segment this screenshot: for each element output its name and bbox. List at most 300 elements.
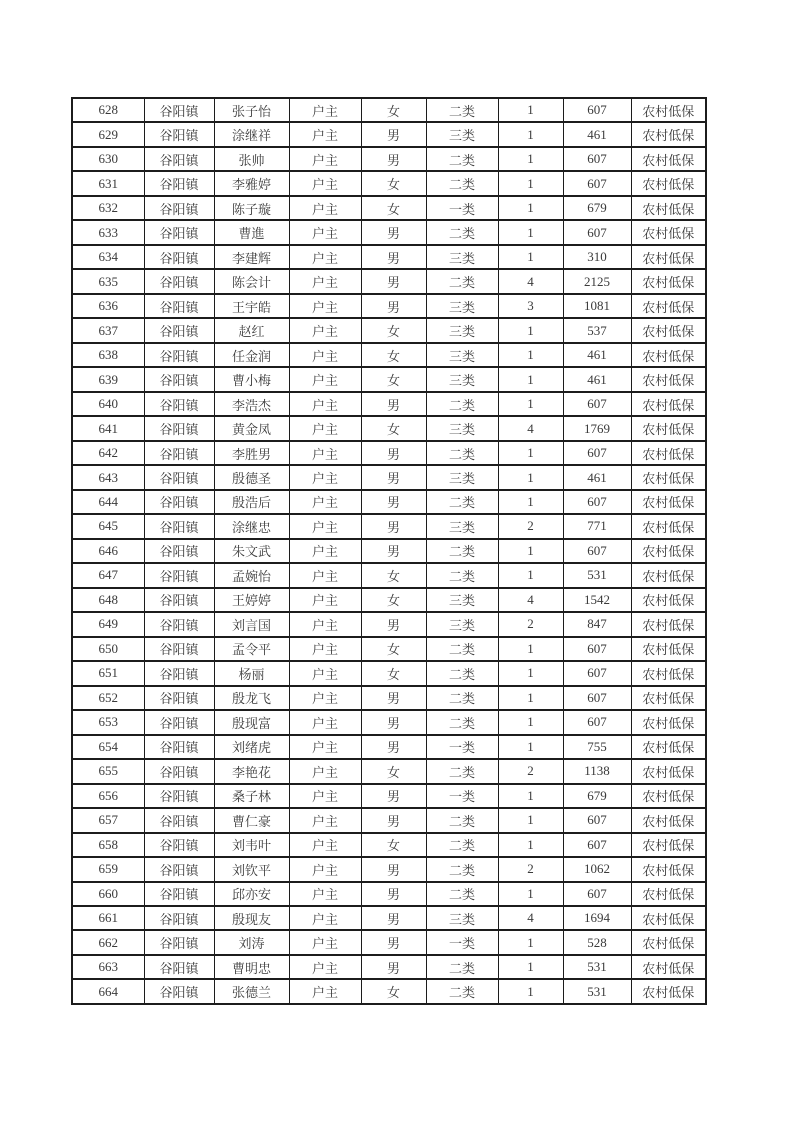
table-cell-welfare_type: 农村低保 [631, 735, 706, 759]
table-cell-welfare_type: 农村低保 [631, 930, 706, 954]
table-cell-name: 刘韦叶 [214, 833, 289, 857]
table-cell-person_count: 1 [498, 318, 563, 342]
table-cell-welfare_type: 农村低保 [631, 147, 706, 171]
table-cell-index: 642 [72, 441, 144, 465]
table-cell-gender: 男 [361, 784, 426, 808]
table-cell-category: 三类 [426, 588, 498, 612]
table-cell-town: 谷阳镇 [144, 539, 214, 563]
table-cell-name: 张子怡 [214, 98, 289, 122]
table-cell-person_count: 1 [498, 833, 563, 857]
table-cell-relation_to_head: 户主 [289, 392, 361, 416]
table-cell-town: 谷阳镇 [144, 294, 214, 318]
table-cell-person_count: 1 [498, 784, 563, 808]
table-cell-index: 633 [72, 220, 144, 244]
table-cell-category: 二类 [426, 220, 498, 244]
table-row [72, 930, 706, 954]
table-cell-gender: 女 [361, 416, 426, 440]
table-cell-welfare_type: 农村低保 [631, 343, 706, 367]
table-cell-name: 刘钦平 [214, 857, 289, 881]
table-cell-welfare_type: 农村低保 [631, 637, 706, 661]
table-cell-welfare_type: 农村低保 [631, 171, 706, 195]
table-cell-town: 谷阳镇 [144, 98, 214, 122]
table-cell-relation_to_head: 户主 [289, 514, 361, 538]
table-cell-index: 652 [72, 686, 144, 710]
table-cell-person_count: 2 [498, 857, 563, 881]
table-cell-welfare_type: 农村低保 [631, 661, 706, 685]
table-cell-index: 647 [72, 563, 144, 587]
table-cell-town: 谷阳镇 [144, 367, 214, 391]
table-cell-relation_to_head: 户主 [289, 979, 361, 1004]
table-cell-town: 谷阳镇 [144, 612, 214, 636]
table-cell-welfare_type: 农村低保 [631, 710, 706, 734]
table-cell-category: 三类 [426, 245, 498, 269]
table-row [72, 686, 706, 710]
table-cell-amount: 531 [563, 979, 631, 1004]
table-cell-gender: 男 [361, 930, 426, 954]
table-cell-gender: 男 [361, 612, 426, 636]
table-cell-index: 639 [72, 367, 144, 391]
table-cell-relation_to_head: 户主 [289, 759, 361, 783]
table-cell-relation_to_head: 户主 [289, 882, 361, 906]
table-cell-gender: 男 [361, 539, 426, 563]
table-row [72, 539, 706, 563]
table-cell-name: 孟令平 [214, 637, 289, 661]
table-cell-amount: 679 [563, 196, 631, 220]
table-cell-relation_to_head: 户主 [289, 490, 361, 514]
table-row [72, 220, 706, 244]
table-cell-relation_to_head: 户主 [289, 539, 361, 563]
table-cell-person_count: 1 [498, 686, 563, 710]
table-cell-gender: 女 [361, 367, 426, 391]
table-cell-welfare_type: 农村低保 [631, 392, 706, 416]
table-cell-name: 李浩杰 [214, 392, 289, 416]
table-cell-person_count: 1 [498, 735, 563, 759]
table-cell-person_count: 1 [498, 490, 563, 514]
table-cell-amount: 755 [563, 735, 631, 759]
table-cell-welfare_type: 农村低保 [631, 196, 706, 220]
table-cell-index: 649 [72, 612, 144, 636]
table-row [72, 318, 706, 342]
table-cell-index: 632 [72, 196, 144, 220]
table-cell-category: 三类 [426, 294, 498, 318]
table-cell-welfare_type: 农村低保 [631, 588, 706, 612]
table-row [72, 269, 706, 293]
table-cell-index: 656 [72, 784, 144, 808]
table-cell-relation_to_head: 户主 [289, 930, 361, 954]
table-cell-gender: 男 [361, 490, 426, 514]
table-cell-person_count: 1 [498, 367, 563, 391]
table-cell-gender: 男 [361, 465, 426, 489]
table-cell-person_count: 1 [498, 637, 563, 661]
table-cell-town: 谷阳镇 [144, 171, 214, 195]
table-row [72, 637, 706, 661]
table-cell-category: 二类 [426, 563, 498, 587]
table-cell-index: 662 [72, 930, 144, 954]
table-cell-index: 637 [72, 318, 144, 342]
table-cell-index: 640 [72, 392, 144, 416]
table-cell-relation_to_head: 户主 [289, 122, 361, 146]
table-cell-town: 谷阳镇 [144, 588, 214, 612]
table-cell-gender: 女 [361, 318, 426, 342]
table-cell-category: 二类 [426, 147, 498, 171]
table-cell-name: 李胜男 [214, 441, 289, 465]
table-cell-relation_to_head: 户主 [289, 245, 361, 269]
table-cell-category: 三类 [426, 416, 498, 440]
table-cell-category: 一类 [426, 930, 498, 954]
table-cell-town: 谷阳镇 [144, 930, 214, 954]
table-row [72, 196, 706, 220]
table-row [72, 759, 706, 783]
table-cell-welfare_type: 农村低保 [631, 318, 706, 342]
table-cell-amount: 528 [563, 930, 631, 954]
table-cell-amount: 607 [563, 490, 631, 514]
table-cell-amount: 2125 [563, 269, 631, 293]
table-cell-gender: 男 [361, 514, 426, 538]
table-cell-person_count: 4 [498, 906, 563, 930]
table-cell-welfare_type: 农村低保 [631, 955, 706, 979]
table-row [72, 833, 706, 857]
table-cell-name: 李建辉 [214, 245, 289, 269]
table-cell-gender: 男 [361, 955, 426, 979]
table-cell-person_count: 1 [498, 539, 563, 563]
table-cell-relation_to_head: 户主 [289, 441, 361, 465]
table-row [72, 808, 706, 832]
table-cell-name: 刘言国 [214, 612, 289, 636]
table-cell-welfare_type: 农村低保 [631, 416, 706, 440]
table-cell-welfare_type: 农村低保 [631, 563, 706, 587]
table-cell-index: 629 [72, 122, 144, 146]
table-cell-welfare_type: 农村低保 [631, 539, 706, 563]
table-cell-amount: 1138 [563, 759, 631, 783]
table-row [72, 784, 706, 808]
table-cell-relation_to_head: 户主 [289, 710, 361, 734]
table-cell-welfare_type: 农村低保 [631, 122, 706, 146]
table-cell-person_count: 1 [498, 979, 563, 1004]
table-cell-name: 朱文武 [214, 539, 289, 563]
table-cell-town: 谷阳镇 [144, 514, 214, 538]
table-cell-town: 谷阳镇 [144, 245, 214, 269]
table-cell-person_count: 1 [498, 563, 563, 587]
table-cell-category: 三类 [426, 122, 498, 146]
table-cell-amount: 607 [563, 171, 631, 195]
table-cell-index: 631 [72, 171, 144, 195]
table-cell-town: 谷阳镇 [144, 196, 214, 220]
table-cell-name: 孟婉怡 [214, 563, 289, 587]
table-cell-category: 二类 [426, 171, 498, 195]
table-cell-amount: 1081 [563, 294, 631, 318]
table-cell-welfare_type: 农村低保 [631, 882, 706, 906]
table-cell-person_count: 2 [498, 612, 563, 636]
table-cell-town: 谷阳镇 [144, 882, 214, 906]
table-cell-category: 三类 [426, 612, 498, 636]
table-cell-relation_to_head: 户主 [289, 808, 361, 832]
table-cell-gender: 男 [361, 882, 426, 906]
table-cell-name: 任金润 [214, 343, 289, 367]
table-cell-town: 谷阳镇 [144, 269, 214, 293]
table-cell-gender: 女 [361, 343, 426, 367]
table-cell-relation_to_head: 户主 [289, 686, 361, 710]
table-cell-index: 657 [72, 808, 144, 832]
table-cell-category: 一类 [426, 735, 498, 759]
table-cell-gender: 男 [361, 294, 426, 318]
table-cell-amount: 847 [563, 612, 631, 636]
table-cell-index: 638 [72, 343, 144, 367]
table-cell-index: 643 [72, 465, 144, 489]
table-cell-name: 王宇皓 [214, 294, 289, 318]
table-cell-index: 635 [72, 269, 144, 293]
table-cell-relation_to_head: 户主 [289, 612, 361, 636]
table-cell-amount: 607 [563, 686, 631, 710]
table-cell-relation_to_head: 户主 [289, 367, 361, 391]
table-cell-category: 三类 [426, 343, 498, 367]
table-cell-welfare_type: 农村低保 [631, 784, 706, 808]
table-cell-relation_to_head: 户主 [289, 661, 361, 685]
table-cell-name: 李艳花 [214, 759, 289, 783]
table-row [72, 882, 706, 906]
table-cell-welfare_type: 农村低保 [631, 441, 706, 465]
table-cell-name: 陈子璇 [214, 196, 289, 220]
table-cell-index: 658 [72, 833, 144, 857]
table-cell-person_count: 1 [498, 196, 563, 220]
table-row [72, 490, 706, 514]
table-cell-amount: 1694 [563, 906, 631, 930]
table-cell-gender: 男 [361, 147, 426, 171]
table-cell-relation_to_head: 户主 [289, 784, 361, 808]
table-cell-town: 谷阳镇 [144, 686, 214, 710]
table-cell-amount: 1542 [563, 588, 631, 612]
table-cell-index: 645 [72, 514, 144, 538]
table-cell-category: 三类 [426, 514, 498, 538]
table-cell-amount: 531 [563, 955, 631, 979]
table-cell-category: 三类 [426, 906, 498, 930]
table-cell-gender: 男 [361, 392, 426, 416]
table-cell-gender: 男 [361, 245, 426, 269]
table-row [72, 710, 706, 734]
table-cell-relation_to_head: 户主 [289, 637, 361, 661]
table-cell-welfare_type: 农村低保 [631, 220, 706, 244]
table-cell-town: 谷阳镇 [144, 220, 214, 244]
table-cell-gender: 女 [361, 979, 426, 1004]
table-cell-category: 二类 [426, 979, 498, 1004]
table-cell-gender: 男 [361, 122, 426, 146]
table-cell-amount: 607 [563, 710, 631, 734]
table-cell-category: 二类 [426, 661, 498, 685]
table-cell-name: 张德兰 [214, 979, 289, 1004]
table-cell-name: 曹仁豪 [214, 808, 289, 832]
table-cell-index: 648 [72, 588, 144, 612]
table-cell-index: 660 [72, 882, 144, 906]
table-cell-relation_to_head: 户主 [289, 588, 361, 612]
table-row [72, 171, 706, 195]
table-cell-welfare_type: 农村低保 [631, 294, 706, 318]
table-cell-name: 殷浩后 [214, 490, 289, 514]
table-cell-town: 谷阳镇 [144, 979, 214, 1004]
table-row [72, 245, 706, 269]
table-row [72, 955, 706, 979]
table-cell-town: 谷阳镇 [144, 122, 214, 146]
table-cell-gender: 女 [361, 98, 426, 122]
table-cell-relation_to_head: 户主 [289, 196, 361, 220]
table-cell-category: 二类 [426, 98, 498, 122]
table-cell-index: 644 [72, 490, 144, 514]
table-cell-relation_to_head: 户主 [289, 955, 361, 979]
table-cell-name: 殷德圣 [214, 465, 289, 489]
table-cell-person_count: 1 [498, 882, 563, 906]
table-cell-person_count: 1 [498, 661, 563, 685]
table-cell-person_count: 1 [498, 392, 563, 416]
table-cell-amount: 679 [563, 784, 631, 808]
table-cell-gender: 男 [361, 686, 426, 710]
table-cell-person_count: 1 [498, 955, 563, 979]
table-cell-town: 谷阳镇 [144, 710, 214, 734]
table-row [72, 98, 706, 122]
table-cell-welfare_type: 农村低保 [631, 245, 706, 269]
table-cell-index: 636 [72, 294, 144, 318]
table-cell-gender: 男 [361, 710, 426, 734]
table-cell-name: 赵红 [214, 318, 289, 342]
table-row [72, 122, 706, 146]
table-cell-index: 646 [72, 539, 144, 563]
table-cell-town: 谷阳镇 [144, 490, 214, 514]
table-cell-town: 谷阳镇 [144, 441, 214, 465]
table-cell-relation_to_head: 户主 [289, 465, 361, 489]
table-cell-gender: 女 [361, 637, 426, 661]
table-cell-gender: 女 [361, 588, 426, 612]
table-cell-town: 谷阳镇 [144, 465, 214, 489]
table-cell-person_count: 1 [498, 98, 563, 122]
table-cell-gender: 女 [361, 759, 426, 783]
table-cell-amount: 531 [563, 563, 631, 587]
table-cell-relation_to_head: 户主 [289, 563, 361, 587]
table-cell-person_count: 1 [498, 220, 563, 244]
table-cell-gender: 女 [361, 833, 426, 857]
table-cell-index: 641 [72, 416, 144, 440]
table-cell-gender: 女 [361, 171, 426, 195]
table-cell-welfare_type: 农村低保 [631, 465, 706, 489]
table-cell-gender: 男 [361, 441, 426, 465]
table-cell-amount: 461 [563, 465, 631, 489]
table-cell-town: 谷阳镇 [144, 637, 214, 661]
table-cell-name: 曹明忠 [214, 955, 289, 979]
table-cell-category: 二类 [426, 808, 498, 832]
table-cell-relation_to_head: 户主 [289, 171, 361, 195]
table-row [72, 147, 706, 171]
table-cell-category: 二类 [426, 490, 498, 514]
table-cell-name: 殷龙飞 [214, 686, 289, 710]
table-cell-person_count: 2 [498, 759, 563, 783]
table-cell-town: 谷阳镇 [144, 808, 214, 832]
table-cell-relation_to_head: 户主 [289, 269, 361, 293]
table-cell-town: 谷阳镇 [144, 735, 214, 759]
table-cell-gender: 女 [361, 196, 426, 220]
table-row [72, 343, 706, 367]
table-cell-amount: 607 [563, 661, 631, 685]
table-cell-welfare_type: 农村低保 [631, 367, 706, 391]
table-cell-welfare_type: 农村低保 [631, 490, 706, 514]
table-cell-index: 653 [72, 710, 144, 734]
table-cell-category: 三类 [426, 318, 498, 342]
table-cell-town: 谷阳镇 [144, 955, 214, 979]
table-cell-person_count: 3 [498, 294, 563, 318]
table-cell-amount: 1062 [563, 857, 631, 881]
table-cell-person_count: 4 [498, 588, 563, 612]
table-cell-amount: 537 [563, 318, 631, 342]
table-cell-gender: 女 [361, 661, 426, 685]
table-row [72, 465, 706, 489]
table-cell-person_count: 1 [498, 808, 563, 832]
table-cell-index: 655 [72, 759, 144, 783]
table-cell-welfare_type: 农村低保 [631, 833, 706, 857]
table-cell-relation_to_head: 户主 [289, 318, 361, 342]
table-cell-welfare_type: 农村低保 [631, 686, 706, 710]
table-cell-category: 二类 [426, 637, 498, 661]
table-cell-welfare_type: 农村低保 [631, 612, 706, 636]
table-cell-person_count: 1 [498, 441, 563, 465]
table-cell-amount: 607 [563, 392, 631, 416]
table-cell-town: 谷阳镇 [144, 857, 214, 881]
table-cell-name: 邱亦安 [214, 882, 289, 906]
table-row [72, 367, 706, 391]
table-row [72, 979, 706, 1004]
table-cell-person_count: 1 [498, 343, 563, 367]
table-cell-category: 二类 [426, 833, 498, 857]
table-cell-relation_to_head: 户主 [289, 294, 361, 318]
table-cell-name: 刘绪虎 [214, 735, 289, 759]
table-cell-town: 谷阳镇 [144, 759, 214, 783]
table-cell-town: 谷阳镇 [144, 833, 214, 857]
table-cell-amount: 607 [563, 220, 631, 244]
table-row [72, 294, 706, 318]
table-cell-person_count: 1 [498, 122, 563, 146]
table-cell-index: 663 [72, 955, 144, 979]
table-cell-name: 殷现友 [214, 906, 289, 930]
table-cell-person_count: 1 [498, 147, 563, 171]
table-cell-relation_to_head: 户主 [289, 906, 361, 930]
table-row [72, 588, 706, 612]
table-cell-name: 陈会计 [214, 269, 289, 293]
table-cell-town: 谷阳镇 [144, 563, 214, 587]
table-cell-welfare_type: 农村低保 [631, 514, 706, 538]
table-cell-amount: 461 [563, 122, 631, 146]
table-cell-amount: 607 [563, 833, 631, 857]
table-cell-relation_to_head: 户主 [289, 735, 361, 759]
table-cell-amount: 1769 [563, 416, 631, 440]
table-cell-amount: 607 [563, 441, 631, 465]
table-cell-relation_to_head: 户主 [289, 416, 361, 440]
table-cell-category: 二类 [426, 392, 498, 416]
table-row [72, 906, 706, 930]
table-cell-town: 谷阳镇 [144, 906, 214, 930]
table-row [72, 416, 706, 440]
table-cell-welfare_type: 农村低保 [631, 857, 706, 881]
table-cell-person_count: 4 [498, 416, 563, 440]
table-cell-relation_to_head: 户主 [289, 833, 361, 857]
table-cell-town: 谷阳镇 [144, 147, 214, 171]
table-cell-town: 谷阳镇 [144, 416, 214, 440]
table-row [72, 514, 706, 538]
table-cell-gender: 男 [361, 906, 426, 930]
table-cell-category: 二类 [426, 539, 498, 563]
table-cell-town: 谷阳镇 [144, 784, 214, 808]
table-cell-relation_to_head: 户主 [289, 98, 361, 122]
table-cell-amount: 607 [563, 882, 631, 906]
table-cell-index: 659 [72, 857, 144, 881]
table-cell-category: 二类 [426, 857, 498, 881]
table-cell-name: 黄金凤 [214, 416, 289, 440]
welfare-roster-table [71, 97, 707, 1005]
table-cell-person_count: 1 [498, 710, 563, 734]
table-cell-gender: 男 [361, 808, 426, 832]
